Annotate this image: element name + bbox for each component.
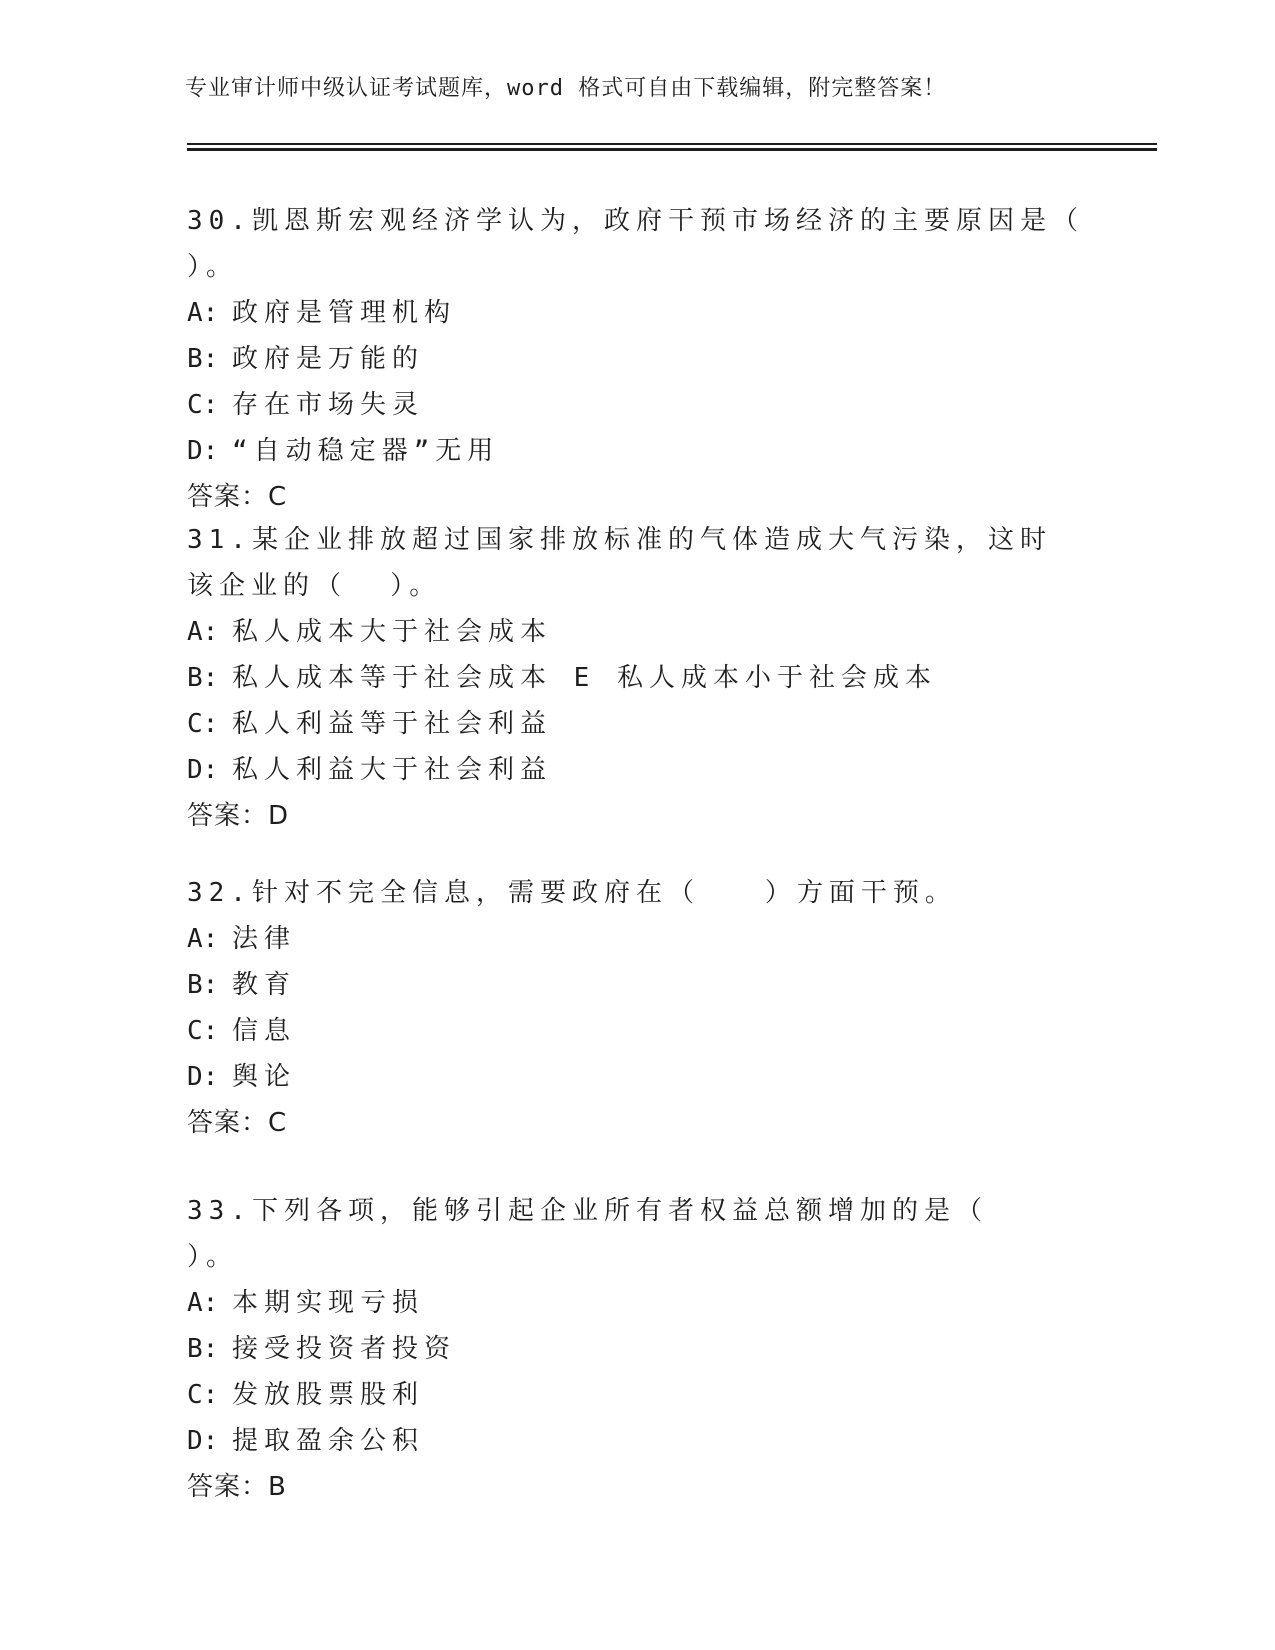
option-text: 私人成本等于社会成本 E 私人成本小于社会成本	[232, 663, 937, 693]
option-b	[187, 655, 1067, 701]
answer-text: 答案：C	[187, 1108, 288, 1138]
answer-text: 答案：D	[187, 801, 290, 831]
option-text: 私人利益大于社会利益	[232, 755, 553, 785]
answer-text: 答案：B	[187, 1472, 287, 1502]
option-key: D:	[187, 436, 219, 466]
option-b	[187, 336, 1087, 382]
question-text: 32.针对不完全信息，需要政府在（ ）方面干预。	[187, 878, 957, 908]
option-b	[187, 962, 1087, 1008]
question-30	[187, 198, 1128, 520]
option-key: C:	[187, 709, 219, 739]
question-33	[187, 1188, 1087, 1510]
header-divider-thin	[187, 143, 1157, 145]
option-b	[187, 1326, 1087, 1372]
option-a	[187, 1280, 1087, 1326]
option-key: B:	[187, 344, 219, 374]
question-text: 31.某企业排放超过国家排放标准的气体造成大气污染，这时该企业的（ ）。	[187, 525, 1052, 601]
option-text: 接受投资者投资	[232, 1334, 457, 1364]
option-key: C:	[187, 1016, 219, 1046]
option-d	[187, 1418, 1087, 1464]
option-key: A:	[187, 298, 219, 328]
option-text: 发放股票股利	[232, 1380, 425, 1410]
option-key: A:	[187, 617, 219, 647]
option-key: A:	[187, 1288, 219, 1318]
option-key: B:	[187, 1334, 219, 1364]
option-text: 存在市场失灵	[232, 390, 425, 420]
option-key: C:	[187, 390, 219, 420]
option-text: 法律	[232, 924, 297, 954]
option-text: 私人利益等于社会利益	[232, 709, 553, 739]
option-text: 舆论	[232, 1062, 297, 1092]
option-c	[187, 701, 1067, 747]
option-key: D:	[187, 755, 219, 785]
question-text: 30.凯恩斯宏观经济学认为，政府干预市场经济的主要原因是（ ）。	[187, 206, 1128, 282]
page-header: 专业审计师中级认证考试题库，word 格式可自由下载编辑，附完整答案！	[185, 76, 947, 101]
option-key: A:	[187, 924, 219, 954]
question-text: 33.下列各项，能够引起企业所有者权益总额增加的是（ ）。	[187, 1196, 1053, 1272]
option-key: D:	[187, 1062, 219, 1092]
option-key: C:	[187, 1380, 219, 1410]
option-d	[187, 747, 1067, 793]
header-divider-thick	[187, 148, 1157, 151]
option-text: 教育	[232, 970, 297, 1000]
option-key: B:	[187, 663, 219, 693]
option-text: 本期实现亏损	[232, 1288, 425, 1318]
option-c	[187, 382, 1087, 428]
option-text: “自动稳定器”无用	[232, 436, 500, 466]
option-text: 信息	[232, 1016, 297, 1046]
option-c	[187, 1372, 1087, 1418]
option-text: 政府是管理机构	[232, 298, 457, 328]
option-a	[187, 290, 1087, 336]
option-a	[187, 916, 1087, 962]
option-d	[187, 428, 1087, 474]
option-text: 政府是万能的	[232, 344, 425, 374]
option-key: D:	[187, 1426, 219, 1456]
option-c	[187, 1008, 1087, 1054]
question-31	[187, 517, 1067, 839]
option-text: 私人成本大于社会成本	[232, 617, 553, 647]
answer-text: 答案：C	[187, 482, 288, 512]
option-d	[187, 1054, 1087, 1100]
option-text: 提取盈余公积	[232, 1426, 425, 1456]
option-a	[187, 609, 1067, 655]
option-key: B:	[187, 970, 219, 1000]
question-32	[187, 870, 1087, 1146]
